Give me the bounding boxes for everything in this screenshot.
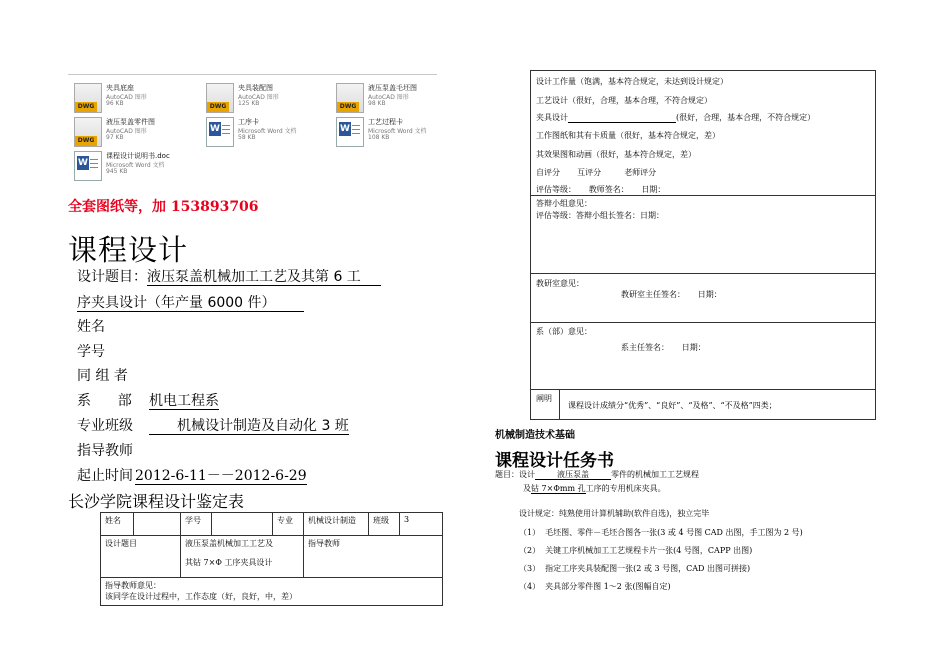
note-label: 阐明 <box>536 394 552 403</box>
topic-label: 设计题目： <box>77 269 147 285</box>
topic-row-2 <box>77 292 304 312</box>
file-item[interactable] <box>206 83 356 113</box>
task-item: （3） 指定工序夹具装配图一张(2 或 3 号图，CAD 出图可拼接) <box>519 564 751 573</box>
file-type: AutoCAD 图形 <box>106 128 147 135</box>
dept-opinion-title: 系（部）意见： <box>536 327 592 336</box>
peer-score-label: 互评分 <box>577 168 602 177</box>
file-item[interactable] <box>74 117 224 147</box>
advisor-opinion-cell: 指导教师意见： 该同学在设计过程中，工作态度（好，良好，中，差） <box>101 578 443 606</box>
file-size: 98 KB <box>368 100 386 107</box>
group-label: 同 组 者 <box>77 368 128 384</box>
task-requirement: 设计规定：纯熟使用计算机辅助(软件自选)，独立完毕 <box>519 509 710 518</box>
class-value: 机械设计制造及自动化 3 班 <box>149 418 349 435</box>
word-doc-icon: W <box>206 117 234 147</box>
file-type: AutoCAD 图形 <box>238 94 279 101</box>
file-type: AutoCAD 图形 <box>368 94 409 101</box>
name-cell-label: 姓名 <box>101 513 134 536</box>
dwg-file-icon: DWG <box>336 83 364 113</box>
task-title: 课程设计任务书 <box>495 451 614 471</box>
dept-row <box>77 390 219 410</box>
class-row <box>77 415 349 435</box>
file-item[interactable] <box>74 151 224 181</box>
file-explorer-panel <box>68 74 437 183</box>
name-label: 姓名 <box>77 319 105 335</box>
file-item[interactable] <box>336 117 486 147</box>
name-cell-value[interactable] <box>134 513 181 536</box>
file-name: 液压泵盖零件图 <box>106 118 155 126</box>
major-cell-label: 专业 <box>273 513 304 536</box>
task-item: （2） 关键工序机械加工工艺规程卡片一张(4 号图，CAPP 出图) <box>519 546 753 555</box>
appraisal-title: 长沙学院课程设计鉴定表 <box>68 492 245 511</box>
file-size: 58 KB <box>238 134 256 141</box>
file-type: Microsoft Word 文档 <box>368 128 427 135</box>
class-cell-label: 班级 <box>369 513 400 536</box>
page-title: 课程设计 <box>68 233 189 267</box>
advisor-label: 指导教师 <box>77 443 133 459</box>
file-size: 945 KB <box>106 168 128 175</box>
file-name: 夹具装配图 <box>238 84 273 92</box>
advisor-cell: 指导教师 <box>304 536 443 578</box>
file-item[interactable] <box>206 117 356 147</box>
file-name: 工序卡 <box>238 118 259 126</box>
grade-line: 评估等级： 教师签名： 日期： <box>536 185 666 194</box>
note-text: 课程设计成绩分“优秀”、“良好”、“及格”、“不及格”四类； <box>568 401 777 410</box>
defense-line: 评估等级：答辩小组长签名：日期： <box>536 211 664 220</box>
dwg-file-icon: DWG <box>206 83 234 113</box>
period-row <box>77 465 307 485</box>
appraisal-table <box>100 512 443 606</box>
id-cell-label: 学号 <box>181 513 212 536</box>
file-name: 液压泵盖毛坯图 <box>368 84 417 92</box>
file-name: 工艺过程卡 <box>368 118 403 126</box>
topic-value-2: 序夹具设计（年产量 6000 件） <box>77 295 304 312</box>
office-sign: 教研室主任签名： 日期： <box>621 290 722 299</box>
defense-title: 答辩小组意见： <box>536 199 592 208</box>
word-doc-icon: W <box>74 151 102 181</box>
drawing-quality-line: 工作图纸和其有卡质量（很好，基本符合规定，差） <box>536 131 720 140</box>
major-cell-value: 机械设计制造 <box>304 513 369 536</box>
file-item[interactable] <box>74 83 224 113</box>
rendering-line: 其效果图和动画（很好，基本符合规定，差） <box>536 150 696 159</box>
file-size: 125 KB <box>238 100 260 107</box>
period-label: 起止时间 <box>77 468 133 484</box>
file-type: AutoCAD 图形 <box>106 94 147 101</box>
task-item: （1） 毛坯图、零件－毛坯合图各一张(3 或 4 号图 CAD 出图，手工图为 2 号) <box>519 528 803 537</box>
dwg-file-icon: DWG <box>74 83 102 113</box>
student-id-label: 学号 <box>77 344 105 360</box>
file-item[interactable] <box>336 83 486 113</box>
office-title: 教研室意见： <box>536 279 584 288</box>
file-type: Microsoft Word 文档 <box>238 128 297 135</box>
fixture-design-line: 夹具设计 (很好，合理，基本合理，不符合规定） <box>536 113 816 122</box>
period-value: 2012-6-11－－2012-6-29 <box>135 468 307 484</box>
word-doc-icon: W <box>336 117 364 147</box>
teacher-score-label: 老师评分 <box>624 168 657 177</box>
class-label: 专业班级 <box>77 418 133 434</box>
workload-line: 设计工作量（饱满，基本符合规定，未达到设计规定） <box>536 77 728 86</box>
class-cell-value: 3 <box>400 513 443 536</box>
topic-cell-value: 液压泵盖机械加工工艺及 其钻 7×Φ 工序夹具设计 <box>181 536 304 578</box>
topic-value: 液压泵盖机械加工工艺及其第 6 工 <box>147 269 381 286</box>
evaluation-form <box>530 70 876 420</box>
dept-sign: 系主任签名： 日期： <box>621 343 706 352</box>
topic-cell-label: 设计题目 <box>101 536 181 578</box>
file-size: 108 KB <box>368 134 390 141</box>
file-size: 96 KB <box>106 100 124 107</box>
file-type: Microsoft Word 文档 <box>106 162 165 169</box>
dept-value: 机电工程系 <box>149 393 219 409</box>
file-name: 课程设计说明书.doc <box>106 152 170 160</box>
dwg-file-icon: DWG <box>74 117 102 147</box>
task-item: （4） 夹具部分零件图 1～2 张(图幅自定) <box>519 582 671 591</box>
id-cell-value[interactable] <box>212 513 273 536</box>
task-topic-line2: 及钻 7×Φmm 孔工序的专用机床夹具。 <box>523 484 666 493</box>
file-size: 97 KB <box>106 134 124 141</box>
topic-row <box>77 266 381 286</box>
dept-label: 系 部 <box>77 393 132 409</box>
file-name: 夹具底座 <box>106 84 134 92</box>
self-score-label: 自评分 <box>536 168 560 177</box>
score-line <box>536 167 656 178</box>
promo-text: 全套图纸等，加 153893706 <box>68 199 259 215</box>
task-topic-line1: 题目：设计 液压泵盖 零件的机械加工工艺规程 <box>495 470 699 479</box>
process-design-line: 工艺设计（很好，合理，基本合理，不符合规定） <box>536 96 712 105</box>
course-subject: 机械制造技术基础 <box>495 430 575 441</box>
